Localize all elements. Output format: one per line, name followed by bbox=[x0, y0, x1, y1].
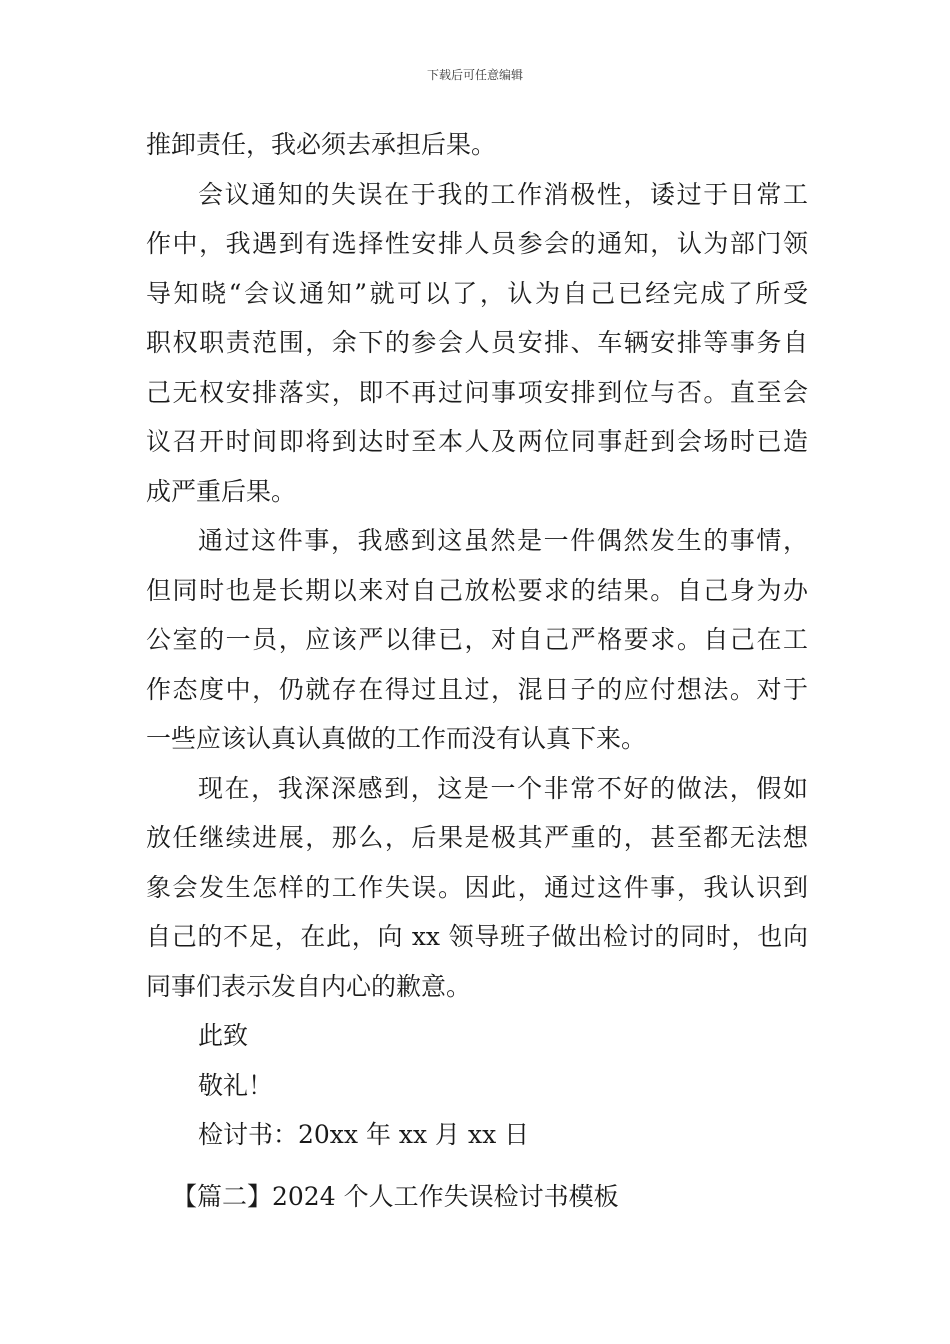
paragraph-2 bbox=[146, 170, 808, 517]
text-line: 作中，我遇到有选择性安排人员参会的通知，认为部门领 bbox=[146, 229, 808, 258]
page-header-note: 下载后可任意编辑 bbox=[426, 68, 523, 82]
text-line: 放任继续进展，那么，后果是极其严重的，甚至都无法想 bbox=[146, 823, 808, 852]
text-line: 公室的一员，应该严以律已，对自己严格要求。自己在工 bbox=[146, 625, 808, 654]
text-line: 作态度中，仍就存在得过且过，混日子的应付想法。对于 bbox=[146, 674, 808, 704]
paragraph-3 bbox=[146, 516, 808, 764]
closing-signature-date: 检讨书：20xx 年 xx 月 xx 日 bbox=[198, 1120, 530, 1149]
document-body bbox=[146, 120, 808, 1160]
next-section-title: 【篇二】2024 个人工作失误检讨书模板 bbox=[172, 1182, 619, 1211]
paragraph-4 bbox=[146, 764, 808, 1012]
text-line: 推卸责任，我必须去承担后果。 bbox=[146, 130, 497, 159]
text-line: 职权职责范围，余下的参会人员安排、车辆安排等事务自 bbox=[146, 328, 808, 357]
letter-closing bbox=[146, 1011, 808, 1160]
text-line: 通过这件事，我感到这虽然是一件偶然发生的事情， bbox=[198, 526, 808, 555]
text-line: 导知晓“会议通知”就可以了，认为自己已经完成了所受 bbox=[146, 278, 808, 308]
text-line: 成严重后果。 bbox=[146, 476, 297, 506]
text-line: 己无权安排落实，即不再过问事项安排到位与否。直至会 bbox=[146, 377, 808, 407]
text-line: 一些应该认真认真做的工作而没有认真下来。 bbox=[146, 724, 647, 753]
text-line: 现在，我深深感到，这是一个非常不好的做法，假如 bbox=[198, 773, 808, 803]
text-line: 自己的不足，在此，向 xx 领导班子做出检讨的同时，也向 bbox=[146, 922, 808, 951]
paragraph-1 bbox=[146, 120, 808, 170]
text-line: 但同时也是长期以来对自己放松要求的结果。自己身为办 bbox=[146, 575, 808, 605]
text-line: 象会发生怎样的工作失误。因此，通过这件事，我认识到 bbox=[146, 872, 808, 902]
text-line: 同事们表示发自内心的歉意。 bbox=[146, 971, 472, 1001]
closing-regards: 敬礼！ bbox=[198, 1070, 274, 1100]
closing-salutation: 此致 bbox=[198, 1021, 249, 1050]
text-line: 议召开时间即将到达时至本人及两位同事赶到会场时已造 bbox=[146, 427, 808, 456]
text-line: 会议通知的失误在于我的工作消极性，诿过于日常工 bbox=[198, 179, 808, 209]
